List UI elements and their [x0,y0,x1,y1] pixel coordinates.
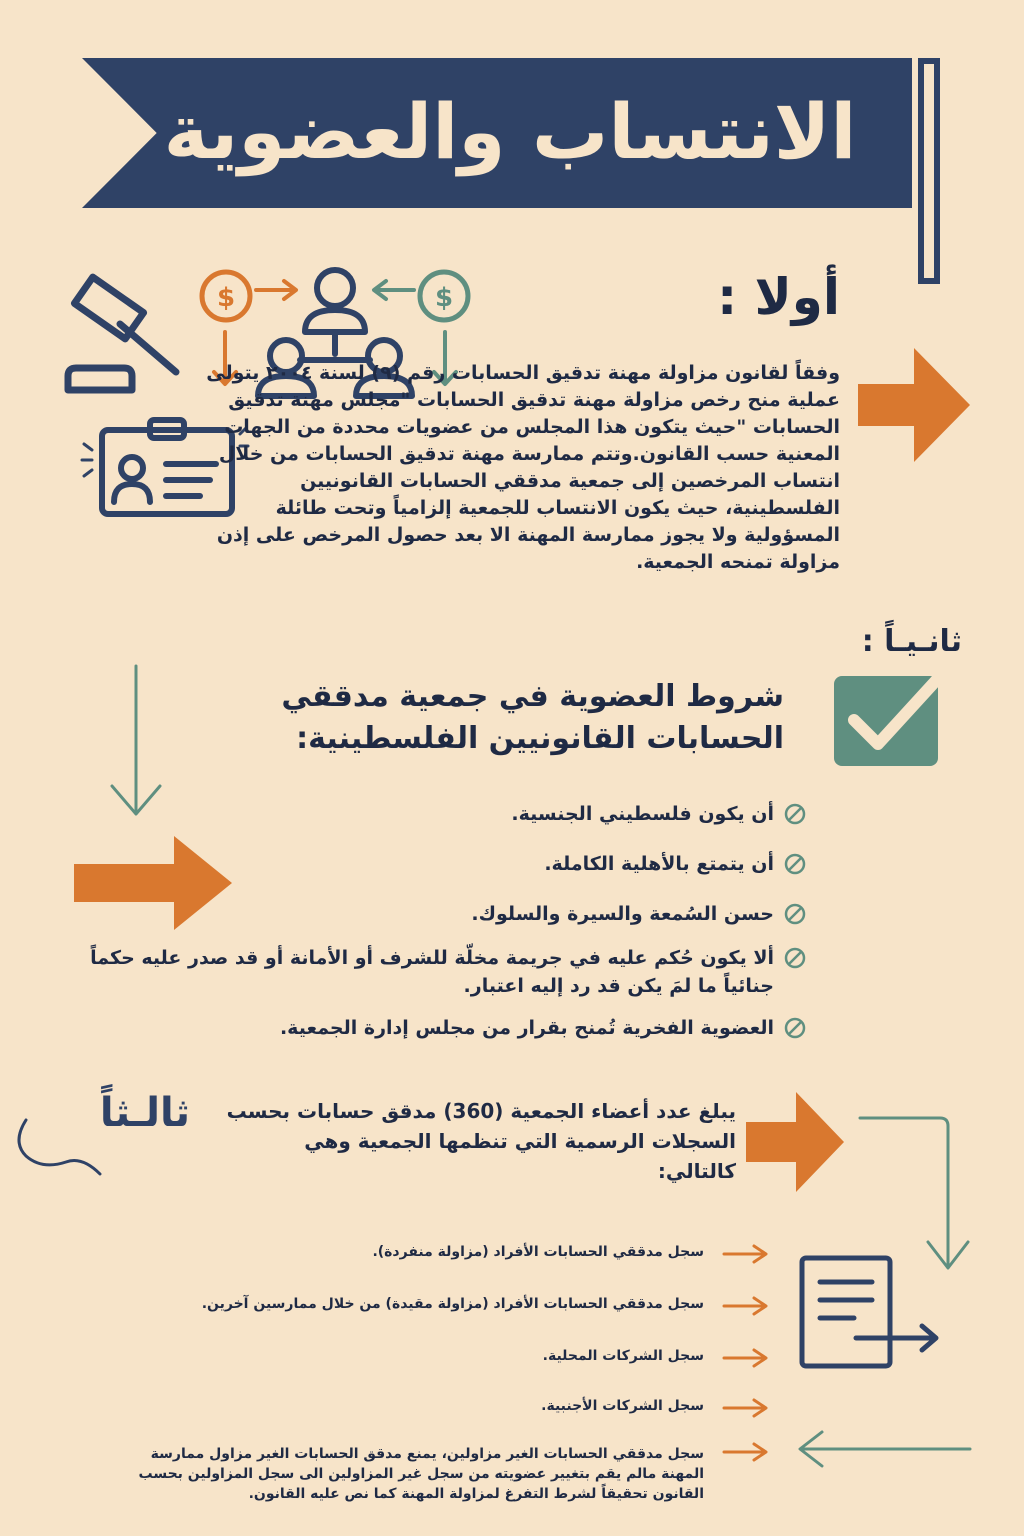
large-arrow-icon [746,1090,846,1194]
ban-icon [784,903,806,925]
section3-paragraph: يبلغ عدد أعضاء الجمعية (360) مدقق حسابات بحسب السجلات الرسمية التي تنظمها الجمعية وهي كالتالي: [226,1099,736,1183]
condition-text: ألا يكون حُكم عليه في جريمة مخلّة للشرف أو الأمانة أو قد صدر عليه حكماً جنائياً ما لمَ يكن قد رد إليه اعتبار. [90,947,774,997]
arrow-right-icon [722,1348,770,1368]
large-arrow-icon [858,346,972,464]
dollar-circle-icon [196,266,256,326]
condition-text: العضوية الفخرية تُمنح بقرار من مجلس إدارة الجمعية. [279,1017,774,1039]
section3-label: ثالـثاً [99,1090,190,1136]
list-item: سجل الشركات المحلية. [542,1348,704,1364]
arrow-right-icon [722,1244,770,1264]
ban-icon [784,947,806,969]
list-item: سجل مدققي الحسابات الأفراد (مزاولة منفردة). [372,1244,704,1260]
arrow-right-icon [722,1398,770,1418]
list-item [46,944,806,1000]
arrow-left-icon [370,278,416,302]
list-item [246,850,806,878]
section1-paragraph: وفقاً لقانون مزاولة مهنة تدقيق الحسابات رقم (٩) لسنة ٢٠٠٤ يتولى عملية منح رخص مزاولة مهنة تدقيق الحسابات "مجلس مهنة تدقيق الحسابات "حيث يتكون هذا المجلس من عضويات محددة من الجهات المعنية حسب القانون.وتتم ممارسة مهنة تدقيق الحسابات من خلال انتساب المرخصين إلى جمعية مدققي الحسابات القانونيين الفلسطينية، حيث يكون الانتساب للجمعية إلزامياً وتحت طائلة المسؤولية ولا يجوز ممارسة المهنة الا بعد حصول المرخص على إذن مزاولة تمنحه الجمعية. [206,362,840,573]
gavel-icon [58,262,188,402]
arrow-right-icon [722,1296,770,1316]
list-item: سجل مدققي الحسابات الغير مزاولين، يمنع مدقق الحسابات الغير مزاول ممارسة المهنة مالم يقم بتغيير عضويته من سجل غير المزاولين الى سجل المزاولين بحسب القانون تحقيقاً لشرط التفرغ لمزاولة المهنة كما نص عليه القانون. [138,1446,704,1502]
ban-icon [784,803,806,825]
section2-label: ثانـيـاً : [861,624,962,659]
list-item: سجل مدققي الحسابات الأفراد (مزاولة مقيدة) من خلال ممارسين آخرين. [201,1296,704,1312]
arrow-down-icon [104,664,168,820]
list-item [246,800,806,828]
svg-text:$: $ [216,283,236,313]
ban-icon [784,853,806,875]
arrow-left-icon [796,1426,972,1472]
arrow-right-icon [722,1442,770,1462]
condition-text: حسن السُمعة والسيرة والسلوك. [471,903,774,925]
large-arrow-icon [74,836,234,930]
banner-pole [918,58,940,284]
condition-text: أن يتمتع بالأهلية الكاملة. [544,853,774,875]
squiggle-decoration [12,1112,112,1176]
section2-heading: شروط العضوية في جمعية مدققي الحسابات القانونيين الفلسطينية: [281,679,784,756]
list-item [246,900,806,928]
section1-heading: أولا : [717,268,840,326]
page-title: الانتساب والعضوية [163,87,857,176]
condition-text: أن يكون فلسطيني الجنسية. [511,803,774,825]
checkbox-icon [830,666,950,770]
list-item [246,1014,806,1042]
elbow-arrow-icon [858,1114,972,1274]
document-icon [798,1254,944,1372]
dollar-circle-icon [414,266,474,326]
list-item: سجل الشركات الأجنبية. [541,1398,704,1414]
ban-icon [784,1017,806,1039]
svg-text:$: $ [434,283,454,313]
